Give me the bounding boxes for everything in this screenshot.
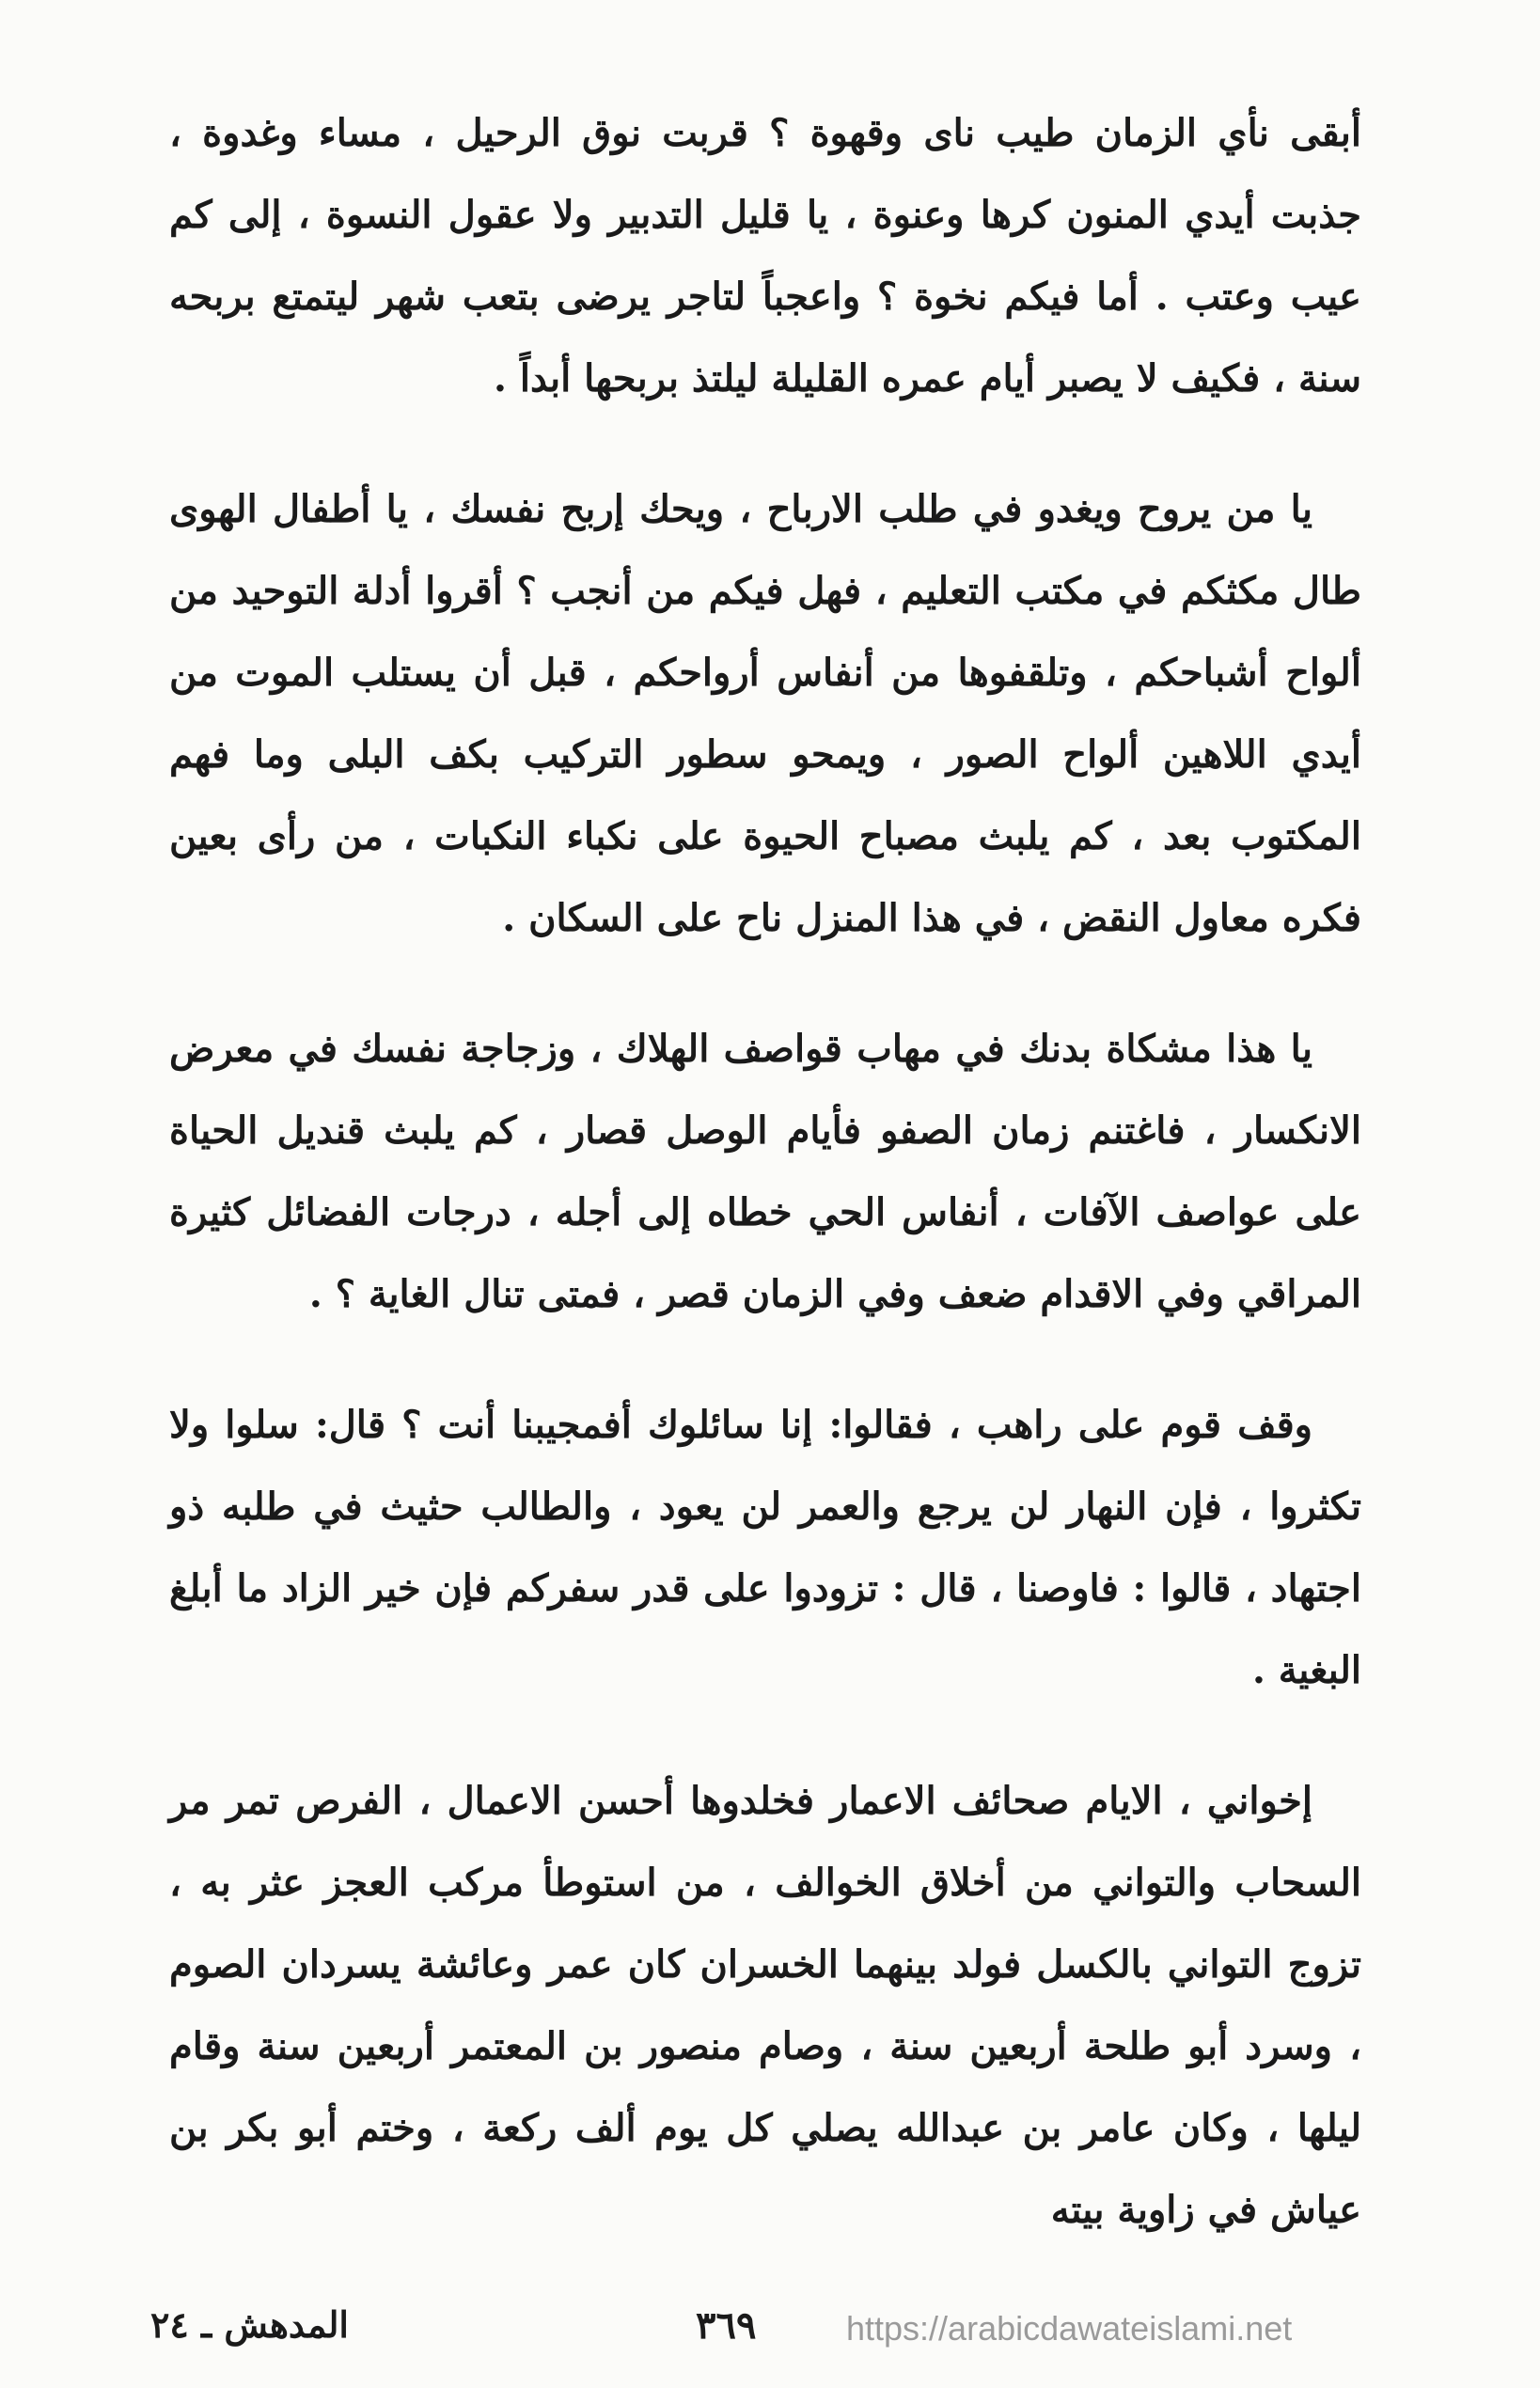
paragraph-2: يا من يروح ويغدو في طلب الارباح ، ويحك إربح نفسك ، يا أطفال الهوى طال مكثكم في مكتب التعليم ، فهل فيكم من أنجب ؟ أقروا أدلة التوحيد من ألواح أشباحكم ، وتلقفوها من أنفاس أرواحكم ، قبل أن يستلب الموت من أيدي اللاهين ألواح الصور ، ويمحو سطور التركيب بكف البلى وما فهم المكتوب بعد ، كم يلبث مصباح الحيوة على نكباء النكبات ، من رأى بعين فكره معاول النقض ، في هذا المنزل ناح على السكان . xyxy=(169,487,1361,940)
paragraph-4: وقف قوم على راهب ، فقالوا: إنا سائلوك أفمجيبنا أنت ؟ قال: سلوا ولا تكثروا ، فإن النهار لن يرجع والعمر لن يعود ، والطالب حثيث في طلبه ذو اجتهاد ، قالوا : فاوصنا ، قال : تزودوا على قدر سفركم فإن خير الزاد ما أبلغ البغية . xyxy=(169,1403,1361,1692)
paragraph-5: إخواني ، الايام صحائف الاعمار فخلدوها أحسن الاعمال ، الفرص تمر مر السحاب والتواني من أخلاق الخوالف ، من استوطأ مركب العجز عثر به ، تزوج التواني بالكسل فولد بينهما الخسران كان عمر وعائشة يسردان الصوم ، وسرد أبو طلحة أربعين سنة ، وصام منصور بن المعتمر أربعين سنة وقام ليلها ، وكان عامر بن عبدالله يصلي كل يوم ألف ركعة ، وختم أبو بكر بن عياش في زاوية بيته xyxy=(169,1779,1362,2232)
paragraph-1: أبقى نأي الزمان طيب ناى وقهوة ؟ قربت نوق الرحيل ، مساء وغدوة ، جذبت أيدي المنون كرها وعنوة ، يا قليل التدبير ولا عقول النسوة ، إلى كم عيب وعتب . أما فيكم نخوة ؟ واعجباً لتاجر يرضى بتعب شهر ليتمتع بربحه سنة ، فكيف لا يصبر أيام عمره القليلة ليلتذ بربحها أبداً . xyxy=(169,111,1361,401)
watermark-url: https://arabicdawateislami.net xyxy=(846,2309,1293,2348)
page-footer xyxy=(0,2303,1540,2360)
page-body xyxy=(169,92,1361,2251)
paragraph-3: يا هذا مشكاة بدنك في مهاب قواصف الهلاك ، وزجاجة نفسك في معرض الانكسار ، فاغتنم زمان الصفو فأيام الوصل قصار ، كم يلبث قنديل الحياة على عواصف الآفات ، أنفاس الحي خطاه إلى أجله ، درجات الفضائل كثيرة المراقي وفي الاقدام ضعف وفي الزمان قصر ، فمتى تنال الغاية ؟ . xyxy=(169,1027,1361,1316)
footer-section-label: المدهش ـ ٢٤ xyxy=(150,2303,349,2346)
page-number: ٣٦٩ xyxy=(696,2303,757,2348)
